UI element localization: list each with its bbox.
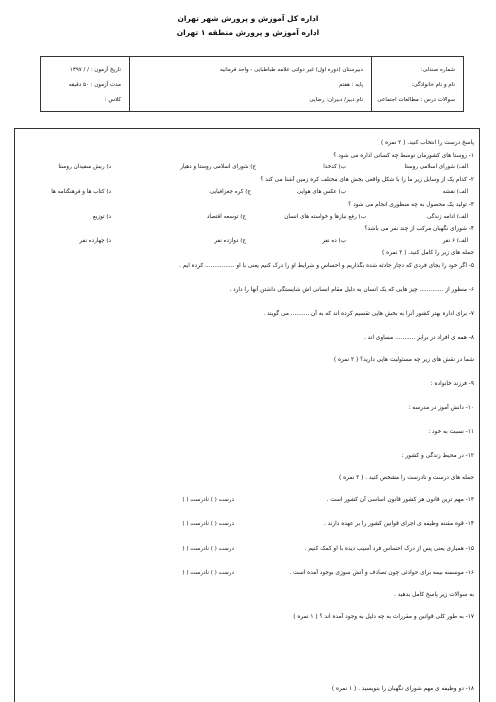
question-11: ۱۱- نسبت به خود :	[428, 429, 474, 435]
q3-option-b: ب) رفع نیازها و خواسته های انسان	[284, 214, 366, 220]
question-1: ۱- روستا های کشورمان توسط چه کسانی اداره می شود ؟	[333, 153, 474, 159]
q2-option-a: الف) نقشه	[442, 189, 468, 195]
question-16: ۱۶- موسسه بیمه برای حوادثی چون تصادف و آتش سوزی بوجود آمده است .	[289, 570, 474, 576]
q3-option-a: الف) ادامه زندگی	[427, 214, 468, 220]
teacher: نام دبیر/ دبیران: رضایی	[309, 97, 363, 103]
exam-duration: مدت آزمون : ۵۰ دقیقه	[68, 82, 121, 88]
q4-option-b: ب) ده نفر	[322, 238, 346, 244]
school-name: دبیرستان (دوره اول) غیر دولتی علامه طباطبایی - واحد فرمانیه	[220, 67, 363, 73]
q2-option-d: د) کتاب ها و فرهنگنامه ها	[51, 189, 111, 195]
header-line-1: اداره کل آموزش و پرورش شهر تهران	[177, 14, 319, 23]
section-3-title: شما در نقش های زیر چه مسئولیت هایی دارید؟ ( ۲ نمره )	[333, 357, 474, 363]
q16-true-false[interactable]: درست ( ) نادرست ( )	[182, 570, 234, 576]
question-3: ۳- تولید یک محصول به چه منظوری انجام می شود ؟	[348, 202, 474, 208]
exam-info-box	[40, 56, 464, 112]
q14-true-false[interactable]: درست ( ) نادرست ( )	[182, 521, 234, 527]
question-13: ۱۳- مهم ترین قانون هر کشور قانون اساسی آن کشور است .	[326, 497, 474, 503]
q1-option-d: د) ریش سفیدان روستا	[58, 164, 111, 170]
class-label: کلاس :	[104, 97, 121, 103]
q3-option-d: د) توزیع	[92, 214, 111, 220]
q4-option-a: الف) ۶ نفر	[442, 238, 468, 244]
question-10: ۱۰- دانش آموز در مدرسه :	[408, 405, 474, 411]
q3-option-c: ج) توسعه اقتصاد	[206, 214, 246, 220]
q4-option-d: د) چهارده نفر	[79, 238, 111, 244]
question-9: ۹- فرزند خانواده :	[430, 381, 474, 387]
q2-option-c: ج) کره جغرافیایی	[209, 189, 251, 195]
q2-option-b: ب) عکس های هوایی	[297, 189, 346, 195]
question-15: ۱۵- همیاری یعنی پس از درک احساس فرد آسیب دیده با او کمک کنیم .	[304, 546, 474, 552]
info-divider-left	[129, 57, 130, 111]
question-2: ۲- کدام یک از وسایل زیر ما را با شکل واقعی بخش های مختلف کره زمین آشنا می کند ؟	[260, 177, 474, 183]
question-6: ۶- منظور از ............. چیز هایی که یک انسان به دلیل مقام انسانی اش شایستگی داشتن آنها را دارد .	[229, 287, 474, 293]
question-8: ۸- همه ی افراد در برابر ........... مساوی اند .	[364, 335, 474, 341]
question-18: ۱۸- دو وظیفه ی مهم شورای نگهبان را بنویسید . ( ۱ نمره )	[331, 686, 474, 692]
q13-true-false[interactable]: درست ( ) نادرست ( )	[182, 497, 234, 503]
q1-option-c: ج) شورای اسلامی روستا و دهیار	[180, 164, 256, 170]
section-4-title: جمله های درست و نادرست را مشخص کنید . ( ۲ نمره )	[338, 475, 474, 481]
question-4: ۴- شورای نگهبان مرکب از چند نفر می باشد؟	[364, 226, 474, 232]
question-7: ۷- برای اداره بهتر کشور آنرا به بخش هایی تقسیم کرده اند که به آن .......... می گویند .	[263, 311, 474, 317]
question-12: ۱۲- در محیط زندگی و کشور :	[401, 453, 474, 459]
info-divider-right	[371, 57, 372, 111]
q4-option-c: ج) دوازده نفر	[214, 238, 246, 244]
question-17: ۱۷- به طور کلی قوانین و مقررات به چه دلیل به وجود آمده اند ؟ ( ۱ نمره )	[293, 614, 474, 620]
section-5-title: به سوالات زیر پاسخ کامل بدهید .	[394, 592, 474, 598]
q1-option-a: الف) شورای اسلامی روستا	[404, 164, 468, 170]
subject: سوالات درس : مطالعات اجتماعی	[377, 97, 455, 103]
q1-option-b: ب) کدخدا	[323, 164, 346, 170]
question-5: ۵- اگر خود را بجای فردی که دچار حادثه شده بگذاریم و احساس و شرایط او را درک کنیم یعنی با او ................ کرده ایم .	[179, 263, 474, 269]
section-1-title: پاسخ درست را انتخاب کنید. ( ۲ نمره )	[381, 140, 474, 146]
seat-number: شماره صندلی:	[420, 67, 455, 73]
q15-true-false[interactable]: درست ( ) نادرست ( )	[182, 546, 234, 552]
section-2-title: جمله های زیر را کامل کنید. ( ۲ نمره )	[382, 250, 474, 256]
question-14: ۱۴- قوه مقننه وظیفه ی اجرای قوانین کشور را بر عهده دارند .	[324, 521, 474, 527]
student-name: نام و نام خانوادگی:	[411, 82, 455, 88]
header-line-2: اداره آموزش و پرورش منطقه ۱ تهران	[176, 28, 320, 37]
grade: پایه : هفتم	[338, 82, 363, 88]
exam-date: تاریخ آزمون : / / ۱۳۹۷	[69, 67, 121, 73]
